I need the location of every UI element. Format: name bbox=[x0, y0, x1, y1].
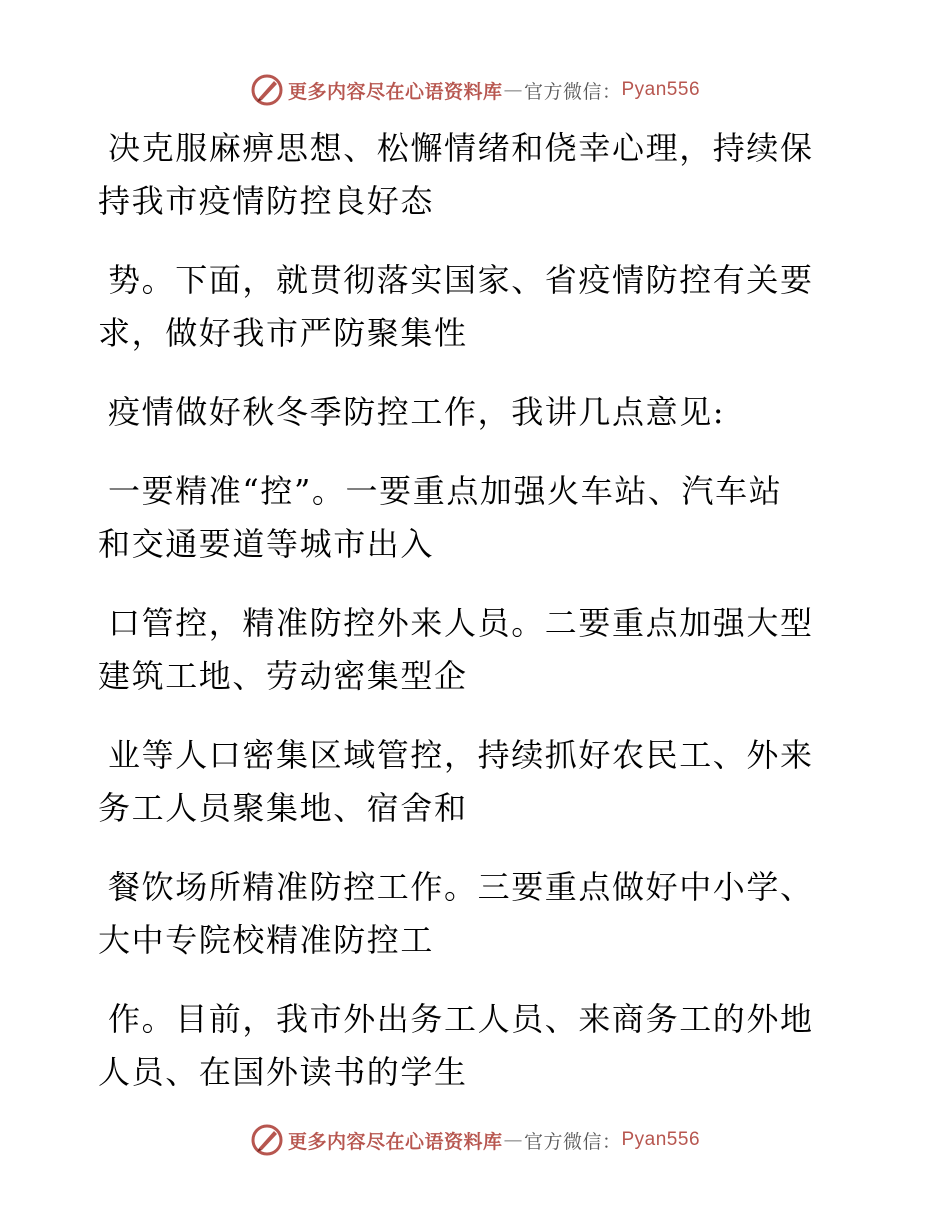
paragraph bbox=[98, 386, 838, 439]
paragraph-line: 务工人员聚集地、宿舍和 bbox=[98, 789, 468, 827]
watermark-sub: 官方微信： bbox=[523, 80, 622, 103]
paragraph-line: 求，做好我市严防聚集性 bbox=[98, 314, 468, 352]
paragraph bbox=[98, 465, 838, 571]
paragraph bbox=[98, 993, 838, 1099]
watermark-separator: — bbox=[503, 79, 523, 101]
watermark-id: Pyan556 bbox=[621, 1129, 701, 1150]
paragraph bbox=[98, 254, 838, 360]
brush-pen-logo-icon bbox=[250, 1123, 284, 1157]
paragraph-line: 建筑工地、劳动密集型企 bbox=[98, 657, 468, 695]
paragraph-line: 持我市疫情防控良好态 bbox=[98, 182, 435, 220]
watermark-text: 更多内容尽在心语资料库 bbox=[287, 1130, 503, 1153]
paragraph-line: 和交通要道等城市出入 bbox=[98, 525, 435, 563]
paragraph bbox=[98, 597, 838, 703]
paragraph-line: 餐饮场所精准防控工作。三要重点做好中小学、 bbox=[108, 868, 814, 906]
watermark-id: Pyan556 bbox=[621, 79, 701, 100]
paragraph-line: 一要精准“控”。一要重点加强火车站、汽车站 bbox=[108, 472, 783, 510]
paragraph-line: 作。目前，我市外出务工人员、来商务工的外地 bbox=[108, 1000, 814, 1038]
document-body bbox=[98, 122, 838, 1125]
paragraph bbox=[98, 122, 838, 228]
brush-pen-logo-icon bbox=[250, 73, 284, 107]
paragraph-line: 业等人口密集区域管控，持续抓好农民工、外来 bbox=[108, 736, 814, 774]
watermark-sub: 官方微信： bbox=[523, 1130, 622, 1153]
paragraph-line: 大中专院校精准防控工 bbox=[98, 921, 435, 959]
watermark-text: 更多内容尽在心语资料库 bbox=[287, 80, 503, 103]
paragraph-line: 决克服麻痹思想、松懈情绪和侥幸心理，持续保 bbox=[108, 129, 814, 167]
paragraph bbox=[98, 861, 838, 967]
footer-watermark bbox=[0, 1120, 950, 1160]
header-watermark bbox=[0, 70, 950, 110]
paragraph bbox=[98, 729, 838, 835]
paragraph-line: 人员、在国外读书的学生 bbox=[98, 1053, 468, 1091]
paragraph-line: 势。下面，就贯彻落实国家、省疫情防控有关要 bbox=[108, 261, 814, 299]
paragraph-line: 疫情做好秋冬季防控工作，我讲几点意见: bbox=[108, 393, 726, 431]
watermark-separator: — bbox=[503, 1129, 523, 1151]
paragraph-line: 口管控，精准防控外来人员。二要重点加强大型 bbox=[108, 604, 814, 642]
